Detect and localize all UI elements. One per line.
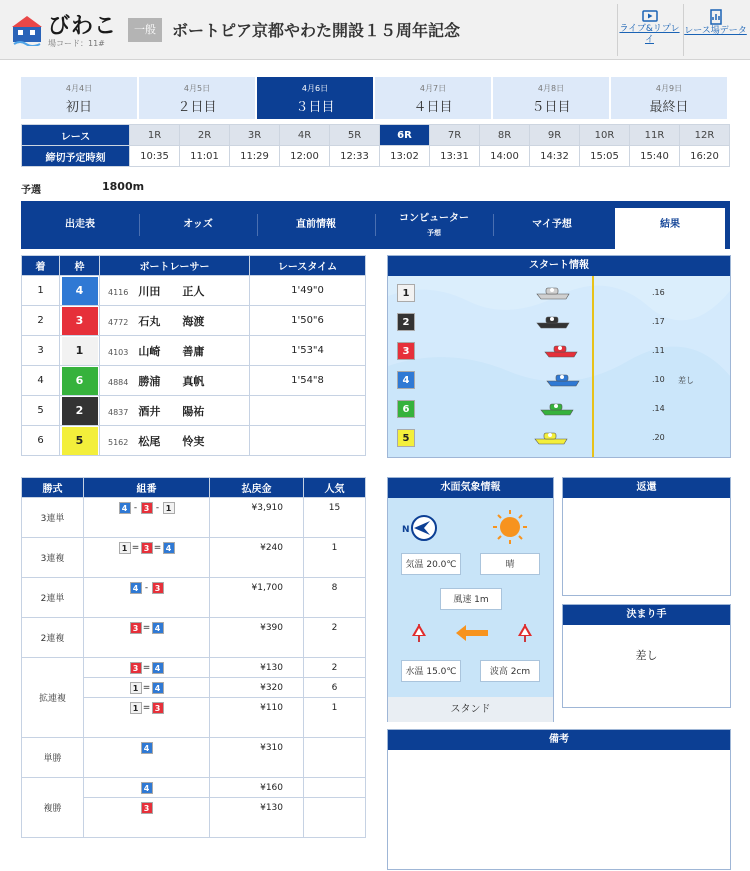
day-tab-2[interactable] <box>139 77 255 119</box>
payout-row <box>22 538 366 558</box>
payout-amount: ¥1,700 <box>210 578 304 598</box>
combo-cell-empty <box>84 558 210 578</box>
start-info-panel <box>387 255 731 458</box>
payout-popularity: 6 <box>304 678 366 698</box>
live-replay-button[interactable] <box>617 4 681 56</box>
tv-icon <box>642 9 658 23</box>
amount-cell-empty <box>210 758 304 778</box>
combo-boat: 4 <box>152 682 164 694</box>
boat-icon <box>540 401 576 417</box>
nav-tab-label: マイ予想 <box>532 219 572 230</box>
bet-type: 複勝 <box>22 778 84 838</box>
result-row <box>22 396 366 426</box>
stadium-data-label: レース場データ <box>684 26 747 36</box>
amount-cell-empty <box>210 818 304 838</box>
payout-table <box>21 477 366 838</box>
results-table <box>21 255 366 456</box>
result-row <box>22 276 366 306</box>
combo-boat: 1 <box>163 502 175 514</box>
combo-boat: 1 <box>130 702 142 714</box>
race-tab-4R[interactable]: 4R <box>280 125 330 146</box>
bet-type: 単勝 <box>22 738 84 778</box>
day-tab-3[interactable] <box>257 77 373 119</box>
race-deadline-time: 11:29 <box>230 146 280 167</box>
site-name: びわこ <box>48 14 118 39</box>
racer-name[interactable]: 川田 正人 <box>138 284 205 298</box>
bet-type: 2連複 <box>22 618 84 658</box>
payout-amount: ¥240 <box>210 538 304 558</box>
kimarite-title: 決まり手 <box>563 605 730 625</box>
bet-type: 拡連複 <box>22 658 84 738</box>
amount-cell-empty <box>210 518 304 538</box>
race-time: 1'49"0 <box>250 276 366 306</box>
combo-boat: 1 <box>119 542 131 554</box>
race-tab-8R[interactable]: 8R <box>480 125 530 146</box>
payout-popularity <box>304 738 366 758</box>
race-time: 1'50"6 <box>250 306 366 336</box>
combo-cell <box>84 658 210 678</box>
document-icon <box>709 9 723 25</box>
combo-cell <box>84 618 210 638</box>
col-racer: ボートレーサー <box>100 256 250 276</box>
payout-amount: ¥110 <box>210 698 304 718</box>
payout-popularity: 1 <box>304 538 366 558</box>
start-course-number: 5 <box>397 429 415 447</box>
combo-cell <box>84 798 210 818</box>
weather-panel <box>387 477 554 722</box>
race-deadline-time: 15:40 <box>630 146 680 167</box>
combo-separator: - <box>155 502 160 513</box>
remarks-title: 備考 <box>388 730 730 750</box>
stand-label: スタンド <box>388 697 553 722</box>
day-tab-date: 4月5日 <box>183 84 211 93</box>
day-tab-date: 4月4日 <box>65 84 93 93</box>
pop-cell-empty <box>304 518 366 538</box>
race-deadline-time: 13:31 <box>430 146 480 167</box>
race-deadline-time: 10:35 <box>130 146 180 167</box>
race-distance: 1800m <box>102 180 145 193</box>
combo-boat: 1 <box>130 682 142 694</box>
combo-separator: - <box>144 582 149 593</box>
combo-separator: = <box>131 542 140 553</box>
race-tab-2R[interactable]: 2R <box>180 125 230 146</box>
result-waku: 4 <box>62 277 98 305</box>
combo-boat: 3 <box>152 702 164 714</box>
day-tab-4[interactable] <box>375 77 491 119</box>
race-deadline-time: 16:20 <box>680 146 730 167</box>
race-tab-7R[interactable]: 7R <box>430 125 480 146</box>
racer-name[interactable]: 山崎 善庸 <box>138 344 205 358</box>
combo-boat: 4 <box>141 782 153 794</box>
combo-cell <box>84 498 210 518</box>
day-tab-date: 4月6日 <box>301 84 329 93</box>
payout-row <box>22 498 366 518</box>
combo-cell-empty <box>84 638 210 658</box>
race-time: 1'53"4 <box>250 336 366 366</box>
refund-panel <box>562 477 731 596</box>
race-tab-10R[interactable]: 10R <box>580 125 630 146</box>
racer-reg-no: 4116 <box>108 287 129 297</box>
wind-speed: 風速 1m <box>440 588 502 610</box>
combo-separator: = <box>142 622 151 633</box>
start-note: 差し <box>678 376 694 385</box>
race-deadline-time: 15:05 <box>580 146 630 167</box>
col-time: レースタイム <box>250 256 366 276</box>
day-tab-5[interactable] <box>493 77 609 119</box>
payout-popularity <box>304 798 366 818</box>
result-waku: 3 <box>62 307 98 335</box>
race-deadline-time: 14:00 <box>480 146 530 167</box>
nav-tab-label: 直前情報 <box>296 219 336 230</box>
payout-popularity: 2 <box>304 658 366 678</box>
race-selector-table <box>21 124 730 167</box>
result-row <box>22 366 366 396</box>
grade-badge: 一般 <box>128 18 162 42</box>
day-tab-date: 4月8日 <box>537 84 565 93</box>
start-info-title: スタート情報 <box>388 256 730 276</box>
day-tab-date: 4月7日 <box>419 84 447 93</box>
start-course-number: 6 <box>397 400 415 418</box>
live-replay-label: ライブ&リプレイ <box>619 24 680 45</box>
day-tab-name: ４日目 <box>413 100 453 115</box>
racer-name[interactable]: 石丸 海渡 <box>138 314 205 328</box>
start-timing: .17 <box>652 317 665 326</box>
payout-popularity: 8 <box>304 578 366 598</box>
combo-cell-empty <box>84 518 210 538</box>
payout-amount: ¥160 <box>210 778 304 798</box>
bet-type: 3連複 <box>22 538 84 578</box>
combo-separator: = <box>142 682 151 693</box>
combo-separator: = <box>142 662 151 673</box>
boat-icon <box>534 430 570 446</box>
combo-cell-empty <box>84 598 210 618</box>
payout-amount: ¥390 <box>210 618 304 638</box>
air-temperature: 気温 20.0℃ <box>401 553 461 575</box>
combo-boat: 4 <box>141 742 153 754</box>
stadium-data-button[interactable] <box>683 4 747 56</box>
racer-reg-no: 4837 <box>108 407 129 417</box>
race-tab-1R[interactable]: 1R <box>130 125 180 146</box>
pop-cell-empty <box>304 598 366 618</box>
pop-cell-empty <box>304 718 366 738</box>
nav-tab-1[interactable] <box>21 201 139 249</box>
boat-icon <box>544 343 580 359</box>
combo-separator: = <box>142 702 151 713</box>
nav-tab-label: 出走表 <box>65 219 95 230</box>
start-timing: .20 <box>652 433 665 442</box>
result-place: 6 <box>22 426 60 456</box>
race-time <box>250 426 366 456</box>
combo-cell-empty <box>84 758 210 778</box>
payout-row <box>22 618 366 638</box>
race-deadline-time: 12:33 <box>330 146 380 167</box>
payout-row <box>22 578 366 598</box>
payout-popularity: 1 <box>304 698 366 718</box>
col-bet-type: 勝式 <box>22 478 84 498</box>
combo-boat: 4 <box>152 622 164 634</box>
pop-cell-empty <box>304 558 366 578</box>
payout-popularity: 15 <box>304 498 366 518</box>
payout-row <box>22 778 366 798</box>
payout-amount: ¥3,910 <box>210 498 304 518</box>
left-flag-icon <box>410 622 428 644</box>
racer-reg-no: 4772 <box>108 317 129 327</box>
race-deadline-time: 12:00 <box>280 146 330 167</box>
result-waku: 2 <box>62 397 98 425</box>
result-waku: 5 <box>62 427 98 455</box>
bet-type: 2連単 <box>22 578 84 618</box>
day-tab-name: 最終日 <box>649 100 689 115</box>
combo-boat: 3 <box>141 502 153 514</box>
nav-tab-3[interactable] <box>257 201 375 249</box>
race-deadline-time: 13:02 <box>380 146 430 167</box>
combo-boat: 3 <box>130 662 142 674</box>
result-place: 4 <box>22 366 60 396</box>
content-tabs <box>21 201 730 249</box>
start-timing: .11 <box>652 346 665 355</box>
wind-direction-icon <box>402 513 438 543</box>
deadline-row-header: 締切予定時刻 <box>22 146 130 167</box>
combo-cell <box>84 778 210 798</box>
race-tab-9R[interactable]: 9R <box>530 125 580 146</box>
racer-name[interactable]: 松尾 怜実 <box>138 434 205 448</box>
result-row <box>22 336 366 366</box>
payout-popularity <box>304 778 366 798</box>
racer-reg-no: 4884 <box>108 377 129 387</box>
result-place: 2 <box>22 306 60 336</box>
race-row-header: レース <box>22 125 130 146</box>
weather-condition: 晴 <box>480 553 540 575</box>
combo-cell <box>84 678 210 698</box>
remarks-panel <box>387 729 731 870</box>
kimarite-panel <box>562 604 731 708</box>
combo-cell <box>84 738 210 758</box>
amount-cell-empty <box>210 598 304 618</box>
boat-icon <box>536 285 572 301</box>
racer-reg-no: 4103 <box>108 347 129 357</box>
racer-name[interactable]: 酒井 陽祐 <box>138 404 205 418</box>
day-tab-name: ５日目 <box>531 100 571 115</box>
amount-cell-empty <box>210 558 304 578</box>
combo-boat: 3 <box>141 802 153 814</box>
result-row <box>22 426 366 456</box>
nav-tab-5[interactable] <box>493 201 611 249</box>
race-type: 予選 <box>21 185 41 196</box>
col-amount: 払戻金 <box>210 478 304 498</box>
combo-cell <box>84 538 210 558</box>
site-code: 場コード：11# <box>48 39 105 48</box>
col-waku: 枠 <box>60 256 100 276</box>
combo-boat: 3 <box>141 542 153 554</box>
combo-boat: 3 <box>130 622 142 634</box>
combo-boat: 4 <box>130 582 142 594</box>
combo-boat: 4 <box>163 542 175 554</box>
start-timing: .10 <box>652 375 665 384</box>
race-tab-3R[interactable]: 3R <box>230 125 280 146</box>
payout-amount: ¥320 <box>210 678 304 698</box>
nav-tab-label: オッズ <box>183 219 213 230</box>
sun-icon <box>492 509 528 545</box>
wave-height: 波高 2cm <box>480 660 540 682</box>
race-title: ボートピア京都やわた開設１５周年記念 <box>172 21 461 40</box>
result-place: 5 <box>22 396 60 426</box>
refund-title: 返還 <box>563 478 730 498</box>
kimarite-value: 差し <box>635 649 658 662</box>
racer-name[interactable]: 勝浦 真帆 <box>138 374 205 388</box>
col-place: 着 <box>22 256 60 276</box>
day-tab-1[interactable] <box>21 77 137 119</box>
pop-cell-empty <box>304 638 366 658</box>
start-course-number: 2 <box>397 313 415 331</box>
result-waku: 1 <box>62 337 98 365</box>
nav-tab-label: 結果 <box>660 219 680 230</box>
pop-cell-empty <box>304 818 366 838</box>
payout-amount: ¥130 <box>210 798 304 818</box>
north-label: N <box>402 525 410 535</box>
nav-tab-label: コンピューター <box>399 213 469 224</box>
amount-cell-empty <box>210 638 304 658</box>
race-deadline-time: 11:01 <box>180 146 230 167</box>
nav-tab-2[interactable] <box>139 201 257 249</box>
racer-reg-no: 5162 <box>108 437 129 447</box>
start-timing: .16 <box>652 288 665 297</box>
pop-cell-empty <box>304 758 366 778</box>
wind-arrow-icon <box>456 625 488 641</box>
amount-cell-empty <box>210 718 304 738</box>
water-temperature: 水温 15.0℃ <box>401 660 461 682</box>
result-row <box>22 306 366 336</box>
start-course-number: 4 <box>397 371 415 389</box>
day-tab-name: ３日目 <box>295 100 335 115</box>
start-course-number: 3 <box>397 342 415 360</box>
combo-boat: 4 <box>119 502 131 514</box>
race-tab-6R[interactable]: 6R <box>380 125 430 146</box>
boatrace-logo-icon <box>10 12 44 46</box>
result-place: 1 <box>22 276 60 306</box>
boat-icon <box>546 372 582 388</box>
combo-cell <box>84 698 210 718</box>
combo-boat: 3 <box>152 582 164 594</box>
weather-title: 水面気象情報 <box>388 478 553 498</box>
start-timing: .14 <box>652 404 665 413</box>
combo-separator: = <box>153 542 162 553</box>
bet-type: 3連単 <box>22 498 84 538</box>
day-tab-6[interactable] <box>611 77 727 119</box>
combo-cell <box>84 578 210 598</box>
combo-separator: - <box>133 502 138 513</box>
result-place: 3 <box>22 336 60 366</box>
boat-icon <box>536 314 572 330</box>
race-deadline-time: 14:32 <box>530 146 580 167</box>
day-tab-name: 初日 <box>65 100 92 115</box>
right-flag-icon <box>516 622 534 644</box>
race-tab-12R[interactable]: 12R <box>680 125 730 146</box>
nav-tab-6[interactable] <box>615 208 725 249</box>
site-header <box>0 0 750 60</box>
payout-amount: ¥310 <box>210 738 304 758</box>
payout-popularity: 2 <box>304 618 366 638</box>
col-popularity: 人気 <box>304 478 366 498</box>
combo-cell-empty <box>84 718 210 738</box>
col-combo: 組番 <box>84 478 210 498</box>
start-course-number: 1 <box>397 284 415 302</box>
race-tab-11R[interactable]: 11R <box>630 125 680 146</box>
race-time <box>250 396 366 426</box>
combo-cell-empty <box>84 818 210 838</box>
combo-boat: 4 <box>152 662 164 674</box>
nav-tab-4[interactable] <box>375 201 493 249</box>
nav-tab-sublabel: 予想 <box>427 229 441 237</box>
payout-amount: ¥130 <box>210 658 304 678</box>
result-waku: 6 <box>62 367 98 395</box>
race-time: 1'54"8 <box>250 366 366 396</box>
payout-row <box>22 738 366 758</box>
payout-row <box>22 658 366 678</box>
day-tab-date: 4月9日 <box>655 84 683 93</box>
day-tab-name: ２日目 <box>177 100 217 115</box>
race-tab-5R[interactable]: 5R <box>330 125 380 146</box>
